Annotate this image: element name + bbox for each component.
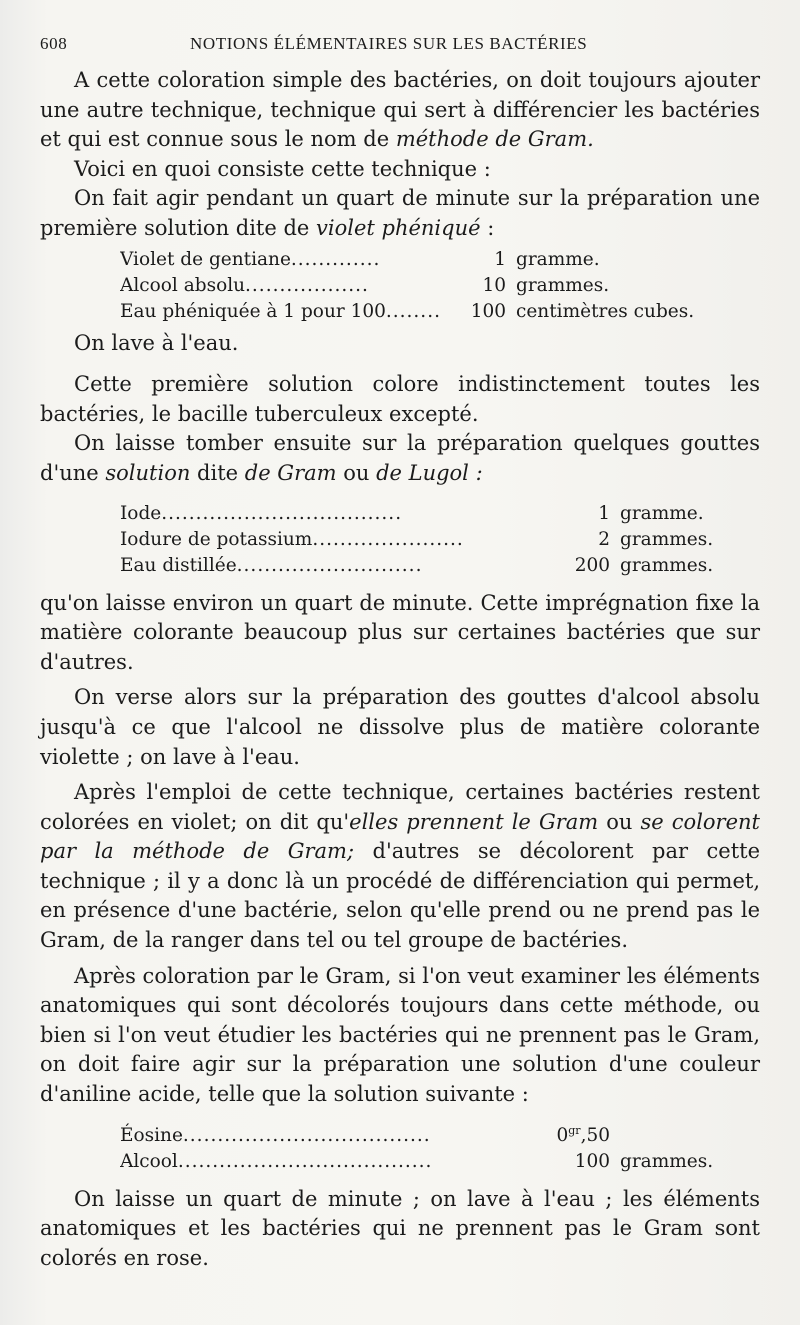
running-title: NOTIONS ÉLÉMENTAIRES SUR LES BACTÉRIES (190, 34, 588, 53)
paragraph-text: ou (336, 460, 377, 485)
italic-term: de Lugol : (376, 460, 483, 485)
ingredient-name (120, 247, 460, 273)
paragraph-text: Après l'emploi de cette technique, certaines bactéries restent colorées en violet; on dit qu' (40, 780, 760, 834)
ingredient-unit: grammes. (620, 554, 714, 576)
paragraph-4: On lave à l'eau. (74, 330, 239, 355)
recipe-lugol (120, 501, 760, 579)
ingredient-unit: grammes. (620, 1150, 714, 1172)
ingredient-quantity: 100 (470, 300, 506, 322)
recipe-row (120, 273, 760, 299)
recipe-row (120, 1149, 760, 1175)
leader-dots: ...................... (312, 528, 464, 550)
ingredient-quantity: 10 (482, 274, 506, 296)
quantity-unit-superscript: gr (568, 1123, 581, 1137)
recipe-violet-phenique (120, 247, 760, 325)
ingredient-label: Eau phéniquée à 1 pour 100 (120, 300, 386, 322)
ingredient-name (120, 501, 520, 527)
paragraph-9 (40, 778, 760, 956)
ingredient-name (120, 273, 460, 299)
italic-term: elles prennent le Gram (349, 809, 599, 834)
paragraph-text: : (480, 215, 495, 240)
page-number: 608 (40, 34, 68, 53)
page-header (40, 34, 760, 54)
ingredient-label: Éosine (120, 1124, 183, 1146)
ingredient-unit: grammes. (516, 274, 610, 296)
ingredient-unit: grammes. (620, 528, 714, 550)
leader-dots: ................................... (161, 502, 403, 524)
leader-dots: .................. (245, 274, 369, 296)
recipe-row (120, 527, 760, 553)
recipe-row (120, 299, 760, 325)
italic-term: violet phéniqué (316, 215, 481, 240)
italic-term: solution (105, 460, 191, 485)
quantity-value: 0 (556, 1124, 569, 1146)
ingredient-quantity: 1 (598, 502, 610, 524)
recipe-row (120, 553, 760, 579)
ingredient-label: Violet de gentiane (120, 248, 291, 270)
ingredient-unit: gramme. (516, 248, 600, 270)
paragraph-6 (40, 429, 760, 488)
paragraph-text: ou (598, 809, 641, 834)
ingredient-unit: centimètres cubes. (516, 300, 695, 322)
recipe-row (120, 501, 760, 527)
leader-dots: ........................... (236, 554, 423, 576)
ingredient-name (120, 527, 520, 553)
paragraph-8: On verse alors sur la préparation des gouttes d'alcool absolu jusqu'à ce que l'alcool ne dissolve plus de matière colorante violette ; on lave à l'eau. (40, 685, 760, 769)
paragraph-7: qu'on laisse environ un quart de minute. Cette imprégnation fixe la matière colorante beaucoup plus sur certaines bactéries que sur d'autres. (40, 590, 760, 674)
ingredient-unit: gramme. (620, 502, 704, 524)
paragraph-text: On laisse tomber ensuite sur la préparation quelques gouttes d'une (40, 431, 760, 485)
leader-dots: ..................................... (177, 1150, 433, 1172)
paragraph-2: Voici en quoi consiste cette technique : (74, 156, 491, 181)
ingredient-quantity: 100 (574, 1150, 610, 1172)
recipe-row (120, 247, 760, 273)
ingredient-label: Eau distillée (120, 554, 237, 576)
paragraph-11: On laisse un quart de minute ; on lave à l'eau ; les éléments anatomiques et les bactéries qui ne prennent pas le Gram sont colorés en rose. (40, 1186, 760, 1270)
ingredient-quantity: 200 (574, 554, 610, 576)
paragraph-text: On fait agir pendant un quart de minute sur la préparation une première solution dite de (40, 186, 760, 240)
paragraph-5: Cette première solution colore indistinctement toutes les bactéries, le bacille tuberculeux excepté. (40, 372, 760, 426)
italic-term: se colorent par la méthode de Gram; (40, 809, 760, 864)
paragraph-text: d'autres se décolorent par cette technique ; il y a donc là un procédé de différenciation qui permet, en présence d'une bactérie, selon qu'elle prend ou ne prend pas le Gram, de la ranger dans tel ou tel groupe de bactéries. (40, 839, 760, 953)
recipe-eosine (120, 1118, 760, 1175)
ingredient-label: Iodure de potassium (120, 528, 313, 550)
paragraph-10: Après coloration par le Gram, si l'on veut examiner les éléments anatomiques qui sont décolorés toujours dans cette méthode, ou bien si l'on veut étudier les bactéries qui ne prennent pas le Gram, on doit faire agir sur la préparation une solution d'une couleur d'aniline acide, telle que la solution suivante : (40, 963, 760, 1107)
quantity-decimal: ,50 (580, 1124, 610, 1146)
leader-dots: ............. (290, 248, 381, 270)
ingredient-label: Alcool (120, 1150, 178, 1172)
ingredient-name (120, 1123, 520, 1149)
paragraph-text: dite (190, 460, 245, 485)
ingredient-quantity (520, 1118, 614, 1149)
paragraph-1 (40, 66, 760, 155)
ingredient-quantity: 2 (598, 528, 610, 550)
paragraph-3 (40, 184, 760, 243)
recipe-row (120, 1118, 760, 1149)
ingredient-name (120, 1149, 520, 1175)
italic-term: de Gram (244, 460, 337, 485)
leader-dots: ........ (385, 300, 441, 322)
leader-dots: .................................... (182, 1124, 431, 1146)
paragraph-text: A cette coloration simple des bactéries, on doit toujours ajouter une autre technique, technique qui sert à différencier les bactéries et qui est connue sous le nom de (40, 68, 760, 152)
ingredient-quantity: 1 (494, 248, 506, 270)
ingredient-label: Alcool absolu (120, 274, 246, 296)
italic-term: méthode de Gram. (395, 127, 594, 152)
ingredient-label: Iode (120, 502, 162, 524)
ingredient-name (120, 553, 520, 579)
ingredient-name (120, 299, 460, 325)
